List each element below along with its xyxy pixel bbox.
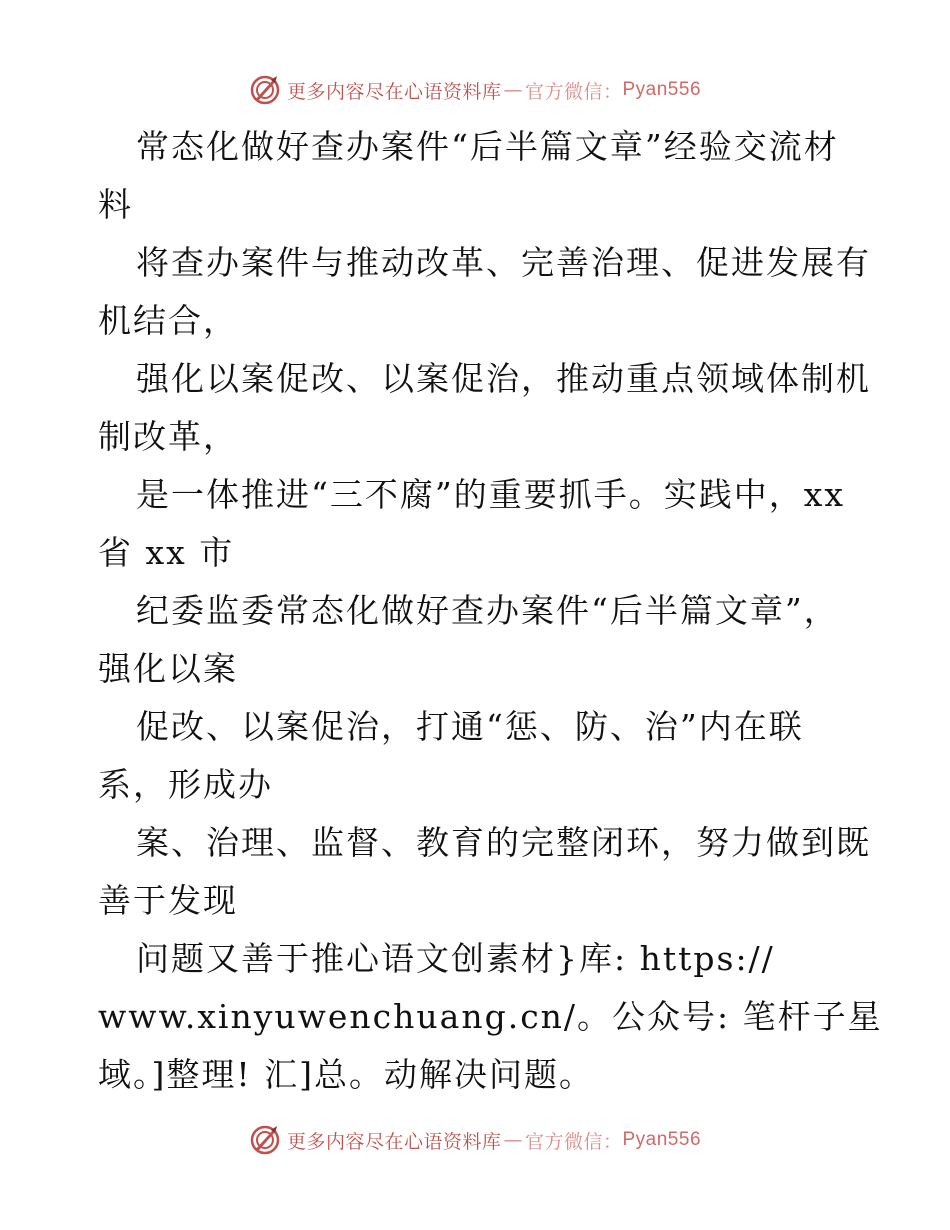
body-line: 强化以案促改、以案促治，推动重点领域体制机 (136, 359, 871, 398)
banner-label: 官方微信： (524, 1130, 623, 1153)
quill-pen-logo-icon (249, 74, 281, 106)
body-line: 纪委监委常态化做好查办案件“后半篇文章”， (136, 591, 839, 630)
banner-brand: 更多内容尽在心语资料库 (286, 80, 502, 103)
body-line: 是一体推进“三不腐”的重要抓手。实践中，xx (136, 475, 845, 514)
body-line: 系，形成办 (98, 765, 273, 804)
banner-wechat-id: Pyan556 (622, 1129, 702, 1150)
body-line: 促改、以案促治，打通“惩、防、治”内在联 (136, 707, 804, 746)
document-body (98, 118, 883, 1104)
body-line: 强化以案 (98, 649, 238, 688)
header-banner (0, 70, 950, 110)
body-line: 省 xx 市 (98, 533, 235, 572)
banner-dash: — (503, 1129, 523, 1151)
banner-label: 官方微信： (524, 80, 623, 103)
body-line: 机结合， (98, 301, 238, 340)
body-line: 案、治理、监督、教育的完整闭环，努力做到既 (136, 823, 871, 862)
body-line: 将查办案件与推动改革、完善治理、促进发展有 (136, 243, 871, 282)
body-line: 料 (98, 185, 133, 224)
banner-dash: — (503, 79, 523, 101)
quill-pen-logo-icon (249, 1124, 281, 1156)
body-line: 问题又善于推心语文创素材}库: https:// (136, 939, 775, 978)
body-line: 常态化做好查办案件“后半篇文章”经验交流材 (136, 127, 839, 166)
body-line: www.xinyuwenchuang.cn/。公众号: 笔杆子星 (98, 997, 883, 1036)
body-line: 善于发现 (98, 881, 238, 920)
banner-wechat-id: Pyan556 (622, 79, 702, 100)
body-line: 制改革， (98, 417, 238, 456)
body-line: 域。]整理! 汇]总。动解决问题。 (98, 1055, 594, 1094)
banner-brand: 更多内容尽在心语资料库 (286, 1130, 502, 1153)
footer-banner (0, 1120, 950, 1160)
